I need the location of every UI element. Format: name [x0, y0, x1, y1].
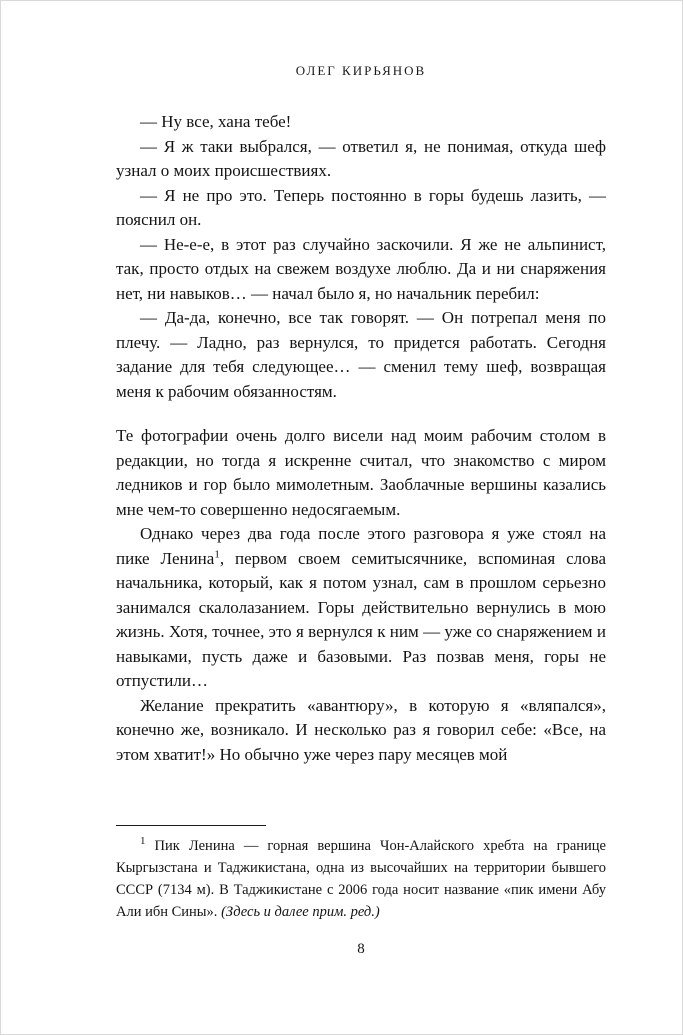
footnote-number: 1: [140, 835, 146, 848]
footnote-reference-marker: 1: [214, 547, 220, 560]
page-number: 8: [357, 941, 365, 957]
dialogue-paragraph: — Ну все, хана тебе!: [140, 112, 292, 131]
footnote-block: [116, 825, 606, 923]
footnote-text: Пик Ленина — горная вершина Чон-Алайского хребта на границе Кыргызстана и Таджикистана, одна из высочайших на территории бывшего СССР (7134 м). В Таджикистане с 2006 года носит название «пик имени Абу Али ибн Сины».: [116, 838, 606, 920]
main-text: [116, 110, 606, 767]
prose-paragraph: [116, 522, 606, 694]
prose-paragraph: Желание прекратить «авантюру», в которую я «вляпался», конечно же, возникало. И несколько раз я говорил себе: «Все, на этом хватит!» Но обычно уже через пару месяцев мой: [116, 695, 606, 764]
footnote-divider: [116, 825, 266, 826]
dialogue-paragraph: — Да-да, конечно, все так говорят. — Он потрепал меня по плечу. — Ладно, раз вернулся, то придется работать. Сегодня задание для тебя следующее… — сменил тему шеф, возвращая меня к рабочим обязанностям.: [116, 308, 606, 401]
prose-text: Однако через два года после этого разговора я уже стоял на пике Ленина: [116, 524, 606, 568]
dialogue-paragraph: — Я ж таки выбрался, — ответил я, не понимая, откуда шеф узнал о моих происшествиях.: [116, 136, 606, 180]
running-head-author: ОЛЕГ КИРЬЯНОВ: [295, 63, 427, 78]
text-block: [1, 1, 682, 1034]
prose-paragraph: Те фотографии очень долго висели над моим рабочим столом в редакции, но тогда я искренне считал, что знакомство с миром ледников и гор было мимолетным. Заоблачные вершины казались мне чем-то совершенно недосягаемым.: [116, 426, 606, 519]
footnote: [116, 835, 606, 923]
footnote-editor-note: (Здесь и далее прим. ред.): [221, 904, 380, 920]
dialogue-paragraph: — Не-е-е, в этот раз случайно заскочили. Я же не альпинист, так, просто отдых на свежем воздухе люблю. Да и ни снаряжения нет, ни навыков… — начал было я, но начальник перебил:: [116, 234, 606, 303]
prose-text: , первом своем семитысячнике, вспоминая слова начальника, который, как я потом узнал, сам в прошлом серьезно занимался скалолазанием. Горы действительно вернулись в мою жизнь. Хотя, точнее, это я вернулся к ним — уже со снаряжением и навыками, пусть даже и базовыми. Раз позвав меня, горы не отпустили…: [116, 548, 606, 690]
section-break: [116, 404, 606, 424]
dialogue-paragraph: — Я не про это. Теперь постоянно в горы будешь лазить, — пояснил он.: [116, 185, 606, 229]
